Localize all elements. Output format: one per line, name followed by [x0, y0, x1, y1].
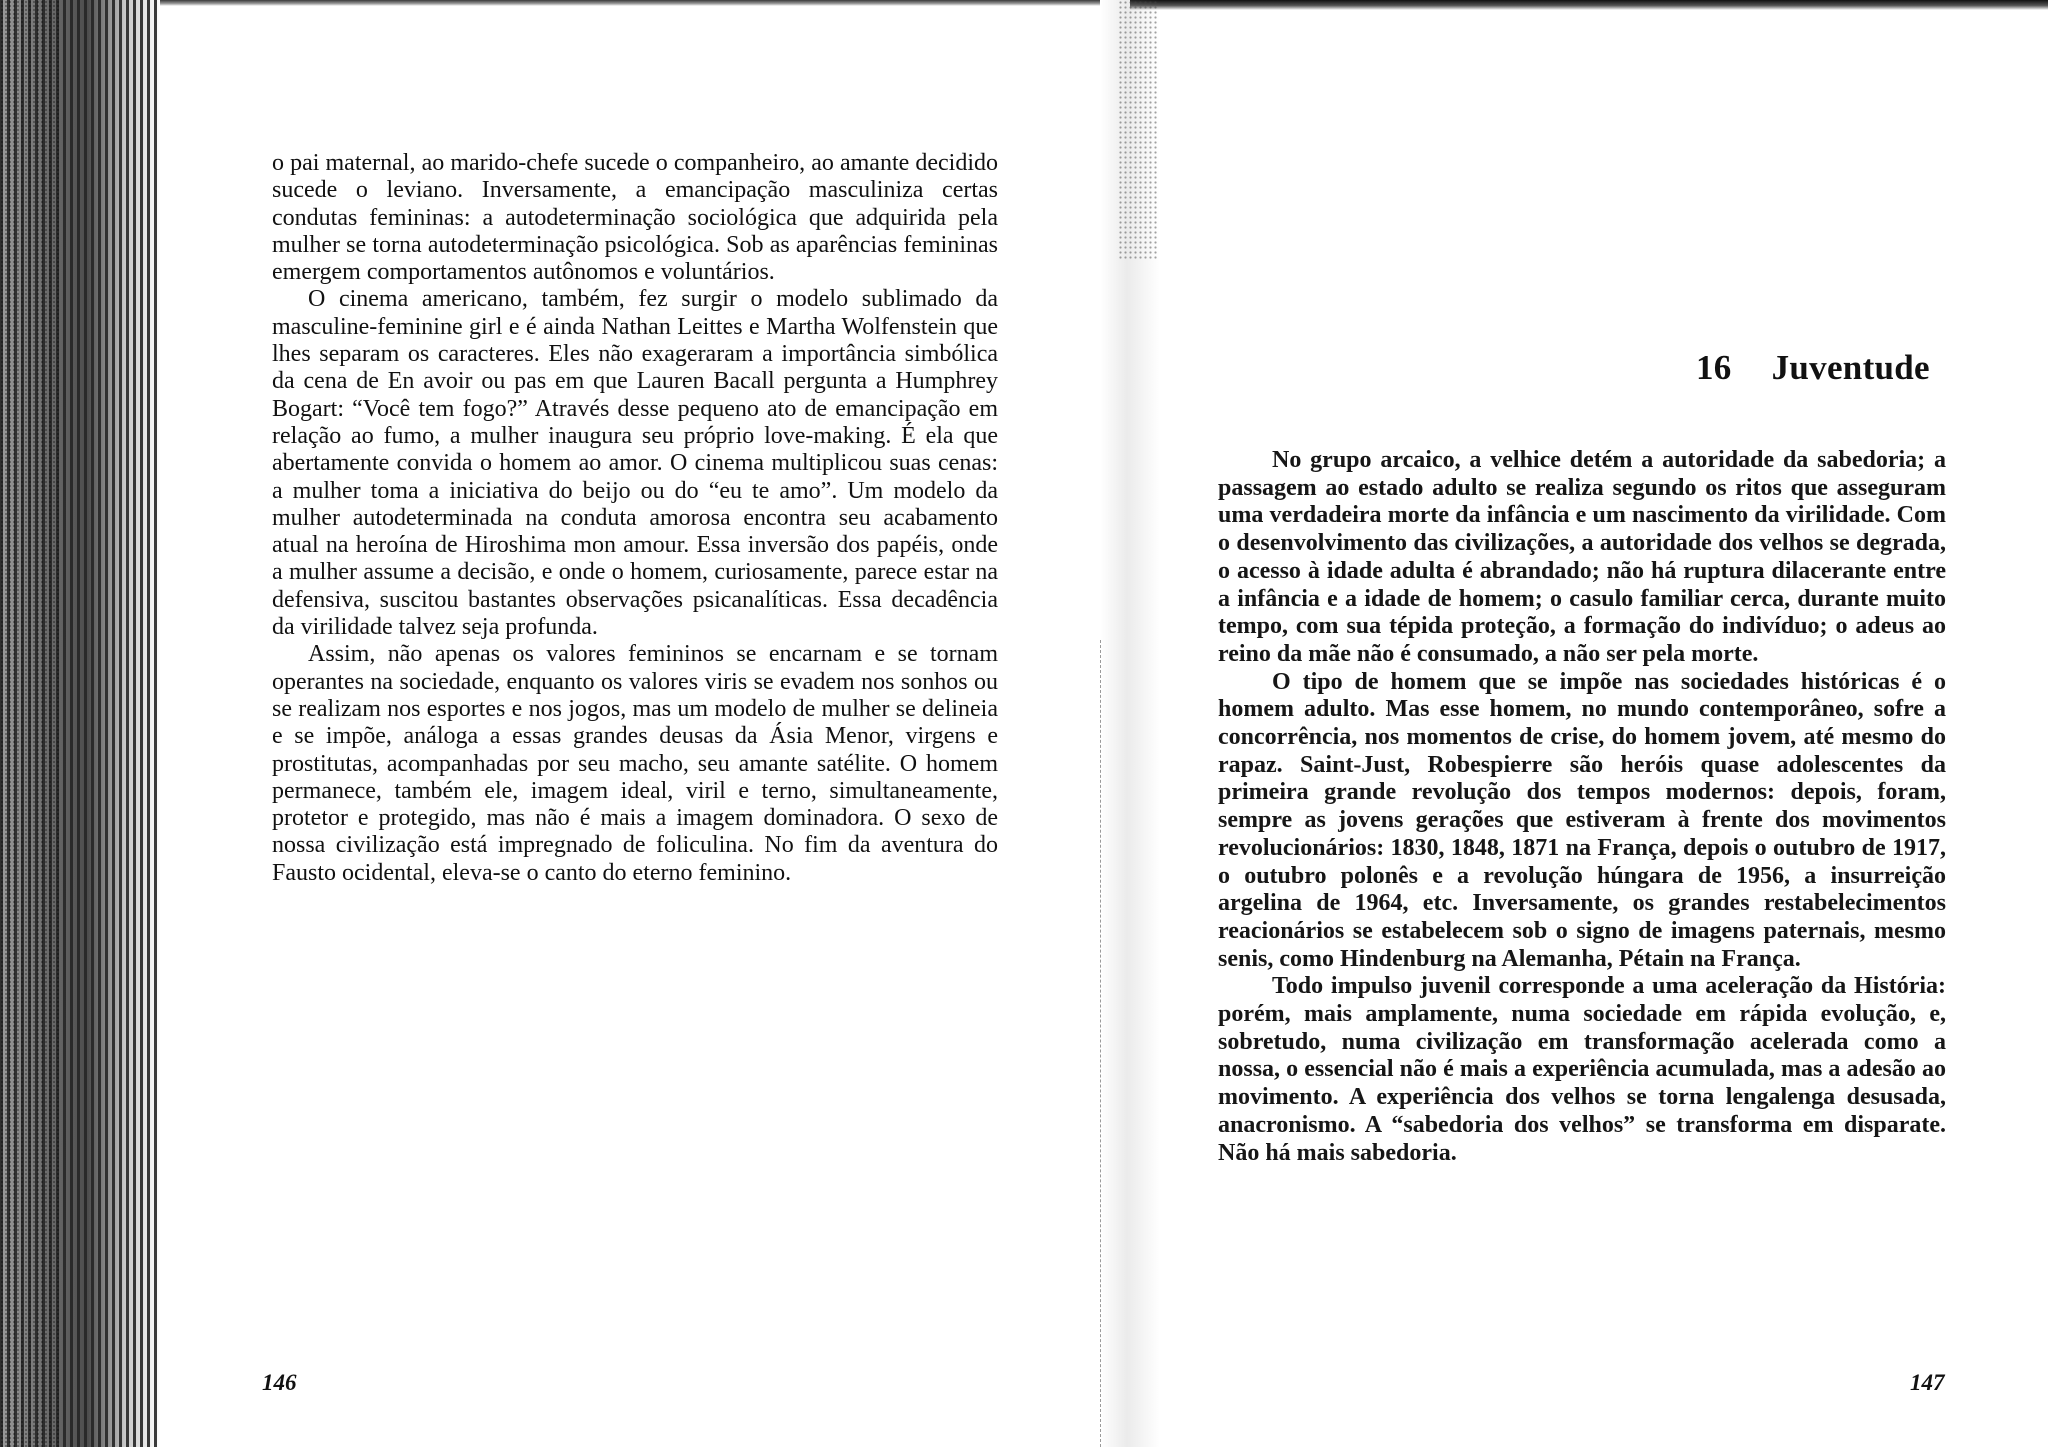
page-top-edge-right — [1130, 0, 2048, 10]
chapter-title: Juventude — [1771, 348, 1930, 387]
scan-noise — [0, 0, 60, 1447]
page-top-edge-left — [160, 0, 1100, 6]
chapter-number: 16 — [1696, 348, 1732, 387]
right-paragraph-2: O tipo de homem que se impõe nas sociedades históricas é o homem adulto. Mas esse homem, no mundo contemporâneo, sofre a concorrência, nos momentos de crise, do homem jovem, até mesmo do rapaz. Saint-Just, Robespierre são heróis quase adolescentes da primeira grande revolução dos tempos modernos: depois, foram, sempre as jovens gerações que estiveram à frente dos movimentos revolucionários: 1830, 1848, 1871 na França, depois o outubro de 1917, o outubro polonês e a revolução húngara de 1956, a insurreição argelina de 1964, etc. Inversamente, os grandes restabelecimentos reacionários se estabelecem sob o signo de imagens paternais, mesmo senis, como Hindenburg na Alemanha, Pétain na França. — [1218, 668, 1946, 972]
left-page-body — [272, 150, 998, 887]
left-paragraph-3: Assim, não apenas os valores femininos se encarnam e se tornam operantes na sociedade, enquanto os valores viris se evadem nos sonhos ou se realizam nos esportes e nos jogos, mas um modelo de mulher se delineia e se impõe, análoga a essas grandes deusas da Ásia Menor, virgens e prostitutas, acompanhadas por seu macho, seu amante satélite. O homem permanece, também ele, imagem ideal, viril e terno, simultaneamente, protetor e protegido, mas não é mais a imagem dominadora. O sexo de nossa civilização está impregnado de foliculina. No fim da aventura do Fausto ocidental, eleva-se o canto do eterno feminino. — [272, 641, 998, 886]
left-page-number: 146 — [262, 1370, 297, 1395]
gutter-scan-noise — [1118, 0, 1158, 260]
left-paragraph-1: o pai maternal, ao marido-chefe sucede o companheiro, ao amante decidido sucede o leviano. Inversamente, a emancipação masculiniza certas condutas femininas: a autodeterminação sociológica que adquirida pela mulher se torna autodeterminação psicológica. Sob as aparências femininas emergem comportamentos autônomos e voluntários. — [272, 150, 998, 286]
right-page-number: 147 — [1910, 1370, 1945, 1395]
chapter-heading — [1696, 348, 1930, 388]
right-page-body — [1218, 447, 1946, 1167]
right-paragraph-1: No grupo arcaico, a velhice detém a autoridade da sabedoria; a passagem ao estado adulto se realiza segundo os ritos que asseguram uma verdadeira morte da infância e um nascimento da virilidade. Com o desenvolvimento das civilizações, a autoridade dos velhos se degrada, o acesso à idade adulta é abrandado; não há ruptura dilacerante entre a infância e a idade de homem; o casulo familiar cerca, durante muito tempo, com sua tépida proteção, a formação do indivíduo; o adeus ao reino da mãe não é consumado, a não ser pela morte. — [1218, 447, 1946, 667]
gutter-line — [1100, 640, 1101, 1447]
left-paragraph-2: O cinema americano, também, fez surgir o modelo sublimado da masculine-feminine girl e é ainda Nathan Leittes e Martha Wolfenstein que lhes separam os caracteres. Eles não exageraram a importância simbólica da cena de En avoir ou pas em que Lauren Bacall pergunta a Humphrey Bogart: “Você tem fogo?” Através desse pequeno ato de emancipação em relação ao fumo, a mulher inaugura seu próprio love-making. É ela que abertamente convida o homem ao amor. O cinema multiplicou suas cenas: a mulher toma a iniciativa do beijo ou do “eu te amo”. Um modelo da mulher autodeterminada na conduta amorosa encontra seu acabamento atual na heroína de Hiroshima mon amour. Essa inversão dos papéis, onde a mulher assume a decisão, e onde o homem, curiosamente, parece estar na defensiva, suscitou bastantes observações psicanalíticas. Essa decadência da virilidade talvez seja profunda. — [272, 286, 998, 641]
right-paragraph-3: Todo impulso juvenil corresponde a uma aceleração da História: porém, mais amplamente, numa sociedade em rápida evolução, e, sobretudo, numa civilização em transformação acelerada como a nossa, o essencial não é mais a experiência acumulada, mas a adesão ao movimento. A experiência dos velhos se torna lengalenga desusada, anacronismo. A “sabedoria dos velhos” se transforma em disparate. Não há mais sabedoria. — [1218, 973, 1946, 1166]
